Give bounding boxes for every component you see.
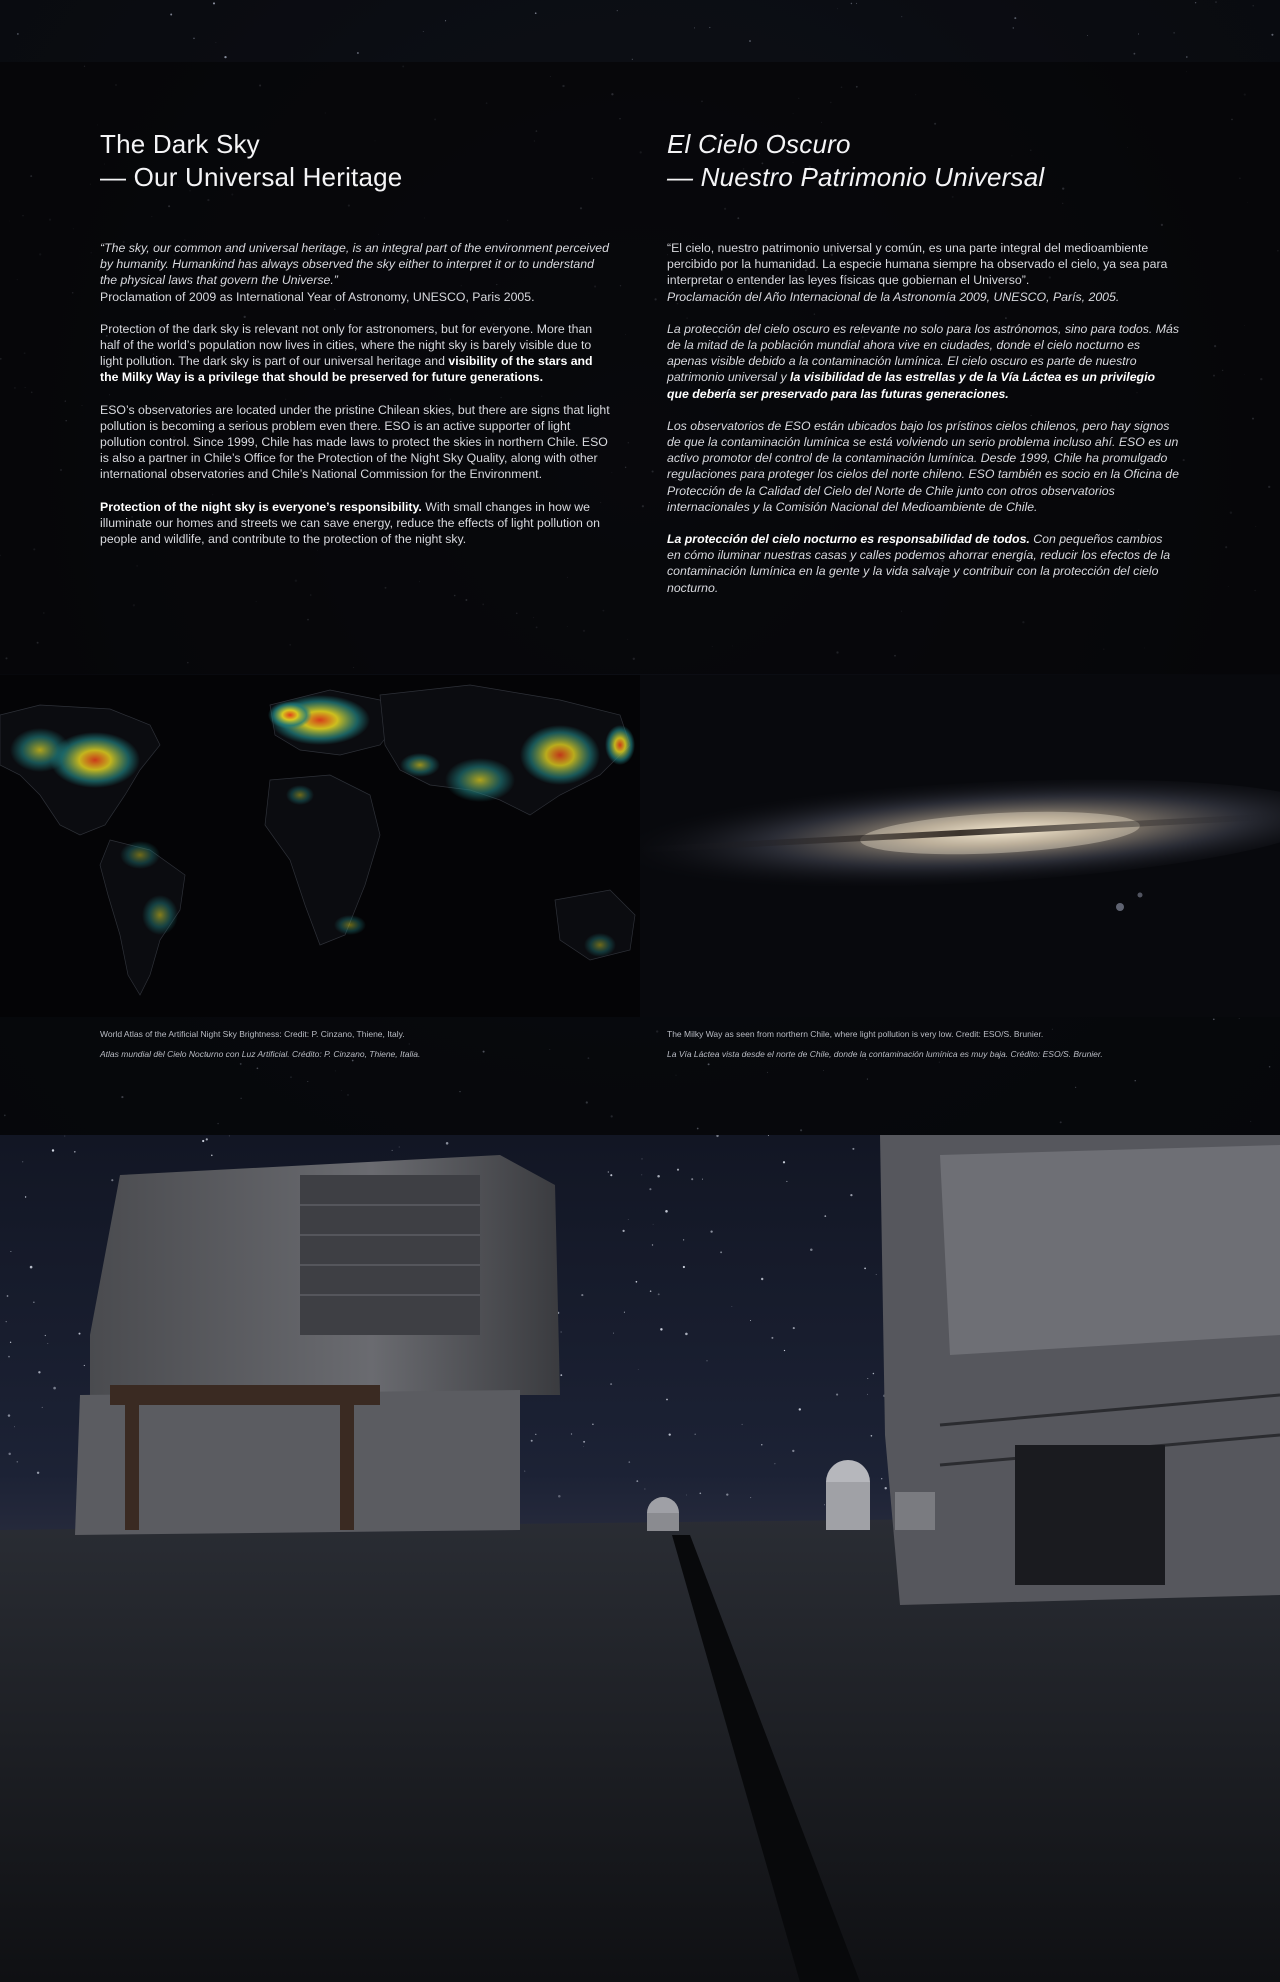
english-p2-text: Protection of the dark sky is relevant not only for astronomers, but for everyone. More than half of the world’s population now lives in cities, where the night sky is barely visible due to light pollution. The dark sky is part of our universal heritage and [100,321,593,369]
spanish-column [667,128,1179,612]
spanish-paragraph-2 [667,321,1179,402]
star [867,1378,868,1379]
star [583,1446,584,1447]
star [211,1155,213,1157]
star [876,1274,877,1275]
spanish-quote: “El cielo, nuestro patrimonio universal y común, es una parte integral del medioambiente percibido por la humanidad. La especie humana siempre ha observado el cielo, ya sea para interpretar o entender las leyes físicas que gobiernan el Universo”. [667,241,1168,288]
star [53,1387,56,1390]
star [10,1251,11,1252]
star [824,1504,825,1505]
milky-way-image [640,675,1280,1017]
english-column [100,128,612,563]
milkyway-caption-es: La Vía Láctea vista desde el norte de Chile, donde la contaminación lumínica es muy baja. Crédito: ESO/S. Brunier. [667,1049,1103,1059]
star [399,1147,400,1148]
star [610,1383,612,1385]
star [683,1266,685,1268]
star [524,1471,525,1472]
star [592,1423,594,1425]
star [742,1424,743,1425]
star [535,1434,536,1435]
star [33,1302,34,1303]
spanish-title [667,128,1179,194]
star [864,1268,866,1270]
star [850,1194,852,1196]
star [867,1394,868,1395]
light-pollution-world-map [0,675,640,1017]
english-paragraph-4 [100,499,612,548]
map-caption-es: Atlas mundial del Cielo Nocturno con Luz Artificial. Crédito: P. Cinzano, Thiene, Italia. [100,1049,421,1059]
star [761,1278,763,1280]
star [202,1140,204,1142]
star [836,1394,838,1396]
star [22,1162,23,1163]
star [665,1210,668,1213]
star [636,1480,638,1482]
star [622,1230,624,1232]
spanish-title-line1: El Cielo Oscuro [667,129,851,159]
star [761,1444,762,1445]
star [793,1327,795,1329]
star [111,1179,113,1181]
star [628,1461,630,1463]
star [881,1478,882,1479]
spanish-title-line2: — Nuestro Patrimonio Universal [667,162,1045,192]
star [392,1150,393,1151]
star [74,1151,76,1153]
star [694,1434,696,1436]
english-paragraph-2 [100,321,612,386]
star [726,1493,728,1495]
star [669,1433,671,1435]
star [710,1230,712,1232]
star [446,1142,449,1145]
star [610,1174,612,1176]
star [677,1169,679,1171]
star [732,1306,733,1307]
star [873,1373,875,1375]
star [650,1290,652,1292]
star [7,1295,9,1297]
spanish-quote-paragraph [667,240,1179,305]
right-telescope-enclosure [880,1135,1280,1605]
star [560,1374,562,1376]
star [558,1495,561,1498]
star [653,1224,654,1225]
star [652,1244,653,1245]
star [79,1333,81,1335]
star [683,1239,684,1240]
star [52,1149,54,1151]
star [750,1497,751,1498]
spanish-paragraph-4 [667,531,1179,596]
star [17,1461,19,1463]
star [642,1158,643,1159]
star [644,1489,645,1490]
star [786,1181,787,1182]
spanish-p4-text: Con pequeños cambios en cómo iluminar nuestras casas y calles podemos ahorrar energía, reducir los efectos de la contaminación lumínica en la gente y la vida salvaje y contribuir con la protección del cielo nocturno. [667,532,1171,595]
left-telescope-enclosure [75,1155,560,1535]
star [799,1408,801,1410]
star [206,1138,208,1140]
star [571,1433,572,1434]
spanish-p4-bold: La protección del cielo nocturno es responsabilidad de todos. [667,532,1030,547]
star [37,1472,39,1474]
english-p2-bold: visibility of the stars and the Milky Way is a privilege that should be preserved for future generations. [100,354,593,385]
star [6,1321,7,1322]
star [64,1136,65,1137]
star [685,1333,688,1336]
star [783,1161,785,1163]
star [771,1337,773,1339]
star [45,1335,46,1336]
star [699,1492,701,1494]
english-paragraph-3: ESO’s observatories are located under the pristine Chilean skies, but there are signs that light pollution is becoming a serious problem even there. ESO is an active supporter of light pollution control. Since 1999, Chile has made laws to protect the skies in northern Chile. ESO is also a partner in Chile’s Office for the Protection of the Night Sky Quality, along with other international observatories and Chile’s National Commission for the Environment. [100,402,610,482]
observatory-photo [0,1135,1280,1982]
star [608,1171,609,1172]
star [641,1175,642,1176]
spanish-p2-text: La protección del cielo oscuro es relevante no solo para los astrónomos, sino para todos. Más de la mitad de la población mundial ahora vive en ciudades, donde el cielo nocturno es apenas visible debido a la contaminación lumínica. El cielo oscuro es parte de nuestro patrimonio universal y [667,321,1179,385]
star [686,1495,687,1496]
star [628,1219,629,1220]
spanish-quote-source: Proclamación del Año Internacional de la Astronomía 2009, UNESCO, París, 2005. [667,289,1120,304]
star [14,1426,15,1427]
star [561,1332,562,1333]
star [8,1414,10,1416]
star [702,1179,703,1180]
star [42,1407,43,1408]
star [706,1360,707,1361]
milkyway-caption-en: The Milky Way as seen from northern Chile, where light pollution is very low. Credit: ESO/S. Brunier. [667,1029,1044,1039]
star [8,1356,10,1358]
map-caption-en: World Atlas of the Artificial Night Sky Brightness: Credit: P. Cinzano, Thiene, Italy. [100,1029,405,1039]
star [810,1249,813,1252]
star [581,1294,583,1296]
english-title-line2: — Our Universal Heritage [100,162,403,192]
star [38,1371,40,1373]
star [871,1435,873,1437]
english-title [100,128,612,194]
star [30,1266,33,1269]
star [720,1251,722,1253]
top-band [0,0,1280,62]
star [47,1343,48,1344]
star [583,1441,585,1443]
star [885,1487,887,1489]
star [636,1281,638,1283]
star [852,1148,854,1150]
star [229,1136,230,1137]
star [8,1453,10,1455]
english-p4-text: With small changes in how we illuminate our homes and streets we can save energy, reduce the effects of light pollution on people and wildlife, and contribute to the protection of the night sky. [100,499,600,547]
star [84,1365,85,1366]
star [666,1399,668,1401]
spanish-p2-bold: la visibilidad de las estrellas y de la Vía Láctea es un privilegio que debería ser preservado para las futuras generaciones. [667,370,1155,401]
english-title-line1: The Dark Sky [100,129,260,159]
star [824,1215,826,1217]
world-map-graphic [0,675,640,1017]
star [774,1463,775,1464]
star [750,1320,751,1321]
star [792,1450,794,1452]
star [638,1369,639,1370]
star [25,1196,26,1197]
magellanic-cloud [1116,903,1124,911]
english-quote: “The sky, our common and universal heritage, is an integral part of the environment perceived by humanity. Humankind has always observed the sky either to interpret it or to understand the physical laws that govern the Universe.” [100,241,609,288]
english-p4-bold: Protection of the night sky is everyone’s responsibility. [100,499,422,514]
star [658,1293,660,1295]
star [649,1188,651,1190]
spanish-paragraph-3: Los observatorios de ESO están ubicados bajo los prístinos cielos chilenos, pero hay signos de que la contaminación lumínica se está volviendo un serio problema incluso ahí. ESO es un activo promotor del control de la contaminación lumínica. Desde 1999, Chile ha promulgado regulaciones para proteger los cielos del norte chileno. ESO también es socio en la Oficina de Protección de la Calidad del Cielo del Norte de Chile junto con otros observatorios internacionales y la Comisión Nacional del Medioambiente de Chile. [667,418,1179,514]
star [660,1328,662,1330]
star [784,1350,785,1351]
star [657,1175,660,1178]
star [531,1440,533,1442]
english-quote-paragraph [100,240,612,305]
milky-way-graphic [640,675,1280,1017]
star [624,1312,625,1313]
english-quote-source: Proclamation of 2009 as International Year of Astronomy, UNESCO, Paris 2005. [100,289,535,304]
star [613,1333,614,1334]
star [691,1178,693,1180]
star [10,1342,11,1343]
